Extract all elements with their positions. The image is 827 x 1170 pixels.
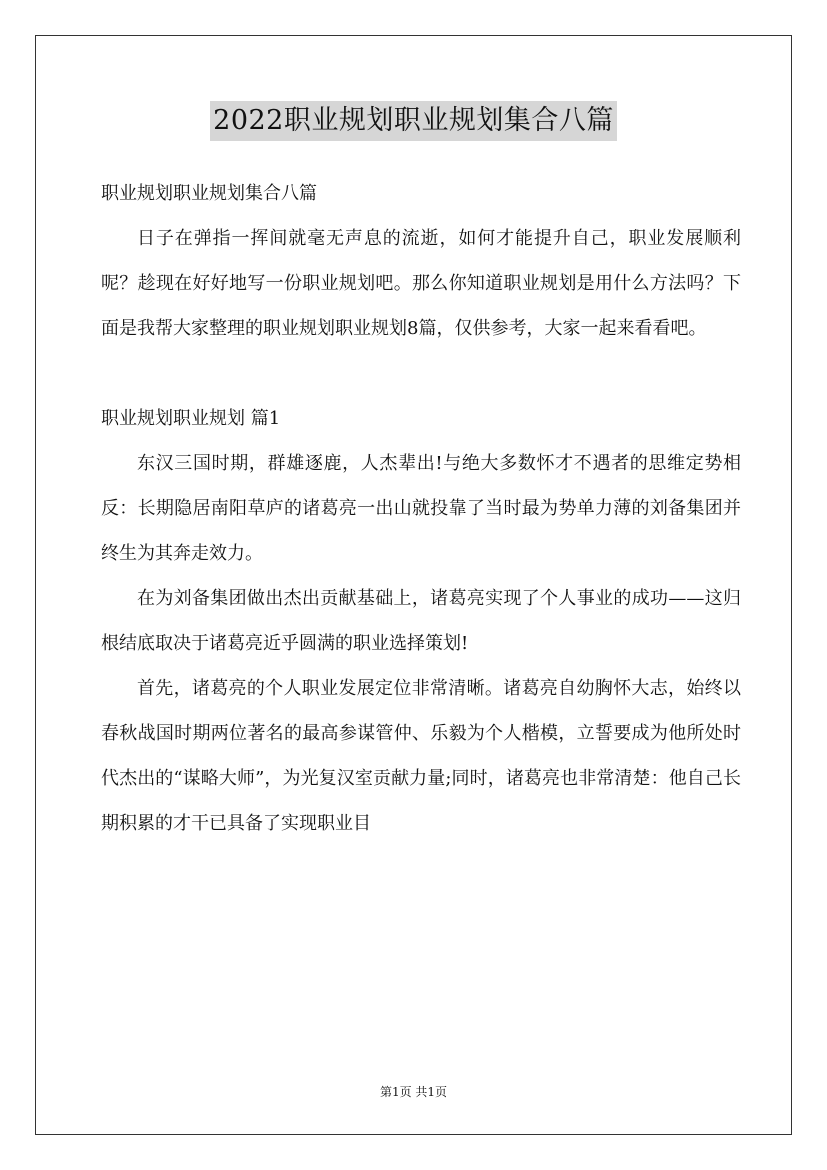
intro-paragraph: 日子在弹指一挥间就毫无声息的流逝，如何才能提升自己，职业发展顺利呢？趁现在好好地写一份职业规划吧。那么你知道职业规划是用什么方法吗？下面是我帮大家整理的职业规划职业规划8篇，仅供参考，大家一起来看看吧。 — [101, 228, 741, 339]
page-footer: 第1页 共1页 — [379, 1085, 448, 1099]
document-title: 2022职业规划职业规划集合八篇 — [210, 101, 617, 141]
title-container — [0, 101, 827, 141]
paragraph-gap — [101, 351, 741, 396]
body-paragraph: 首先，诸葛亮的个人职业发展定位非常清晰。诸葛亮自幼胸怀大志，始终以春秋战国时期两位著名的最高参谋管仲、乐毅为个人楷模，立誓要成为他所处时代杰出的“谋略大师”，为光复汉室贡献力量;同时，诸葛亮也非常清楚：他自己长期积累的才干已具备了实现职业目 — [101, 678, 741, 834]
body-paragraph: 在为刘备集团做出杰出贡献基础上，诸葛亮实现了个人事业的成功——这归根结底取决于诸葛亮近乎圆满的职业选择策划! — [101, 588, 741, 654]
document-subtitle: 职业规划职业规划集合八篇 — [101, 183, 317, 204]
document-body — [101, 171, 741, 846]
section-heading: 职业规划职业规划 篇1 — [101, 408, 281, 429]
body-paragraph: 东汉三国时期，群雄逐鹿，人杰辈出!与绝大多数怀才不遇者的思维定势相反：长期隐居南阳草庐的诸葛亮一出山就投靠了当时最为势单力薄的刘备集团并终生为其奔走效力。 — [101, 453, 741, 564]
